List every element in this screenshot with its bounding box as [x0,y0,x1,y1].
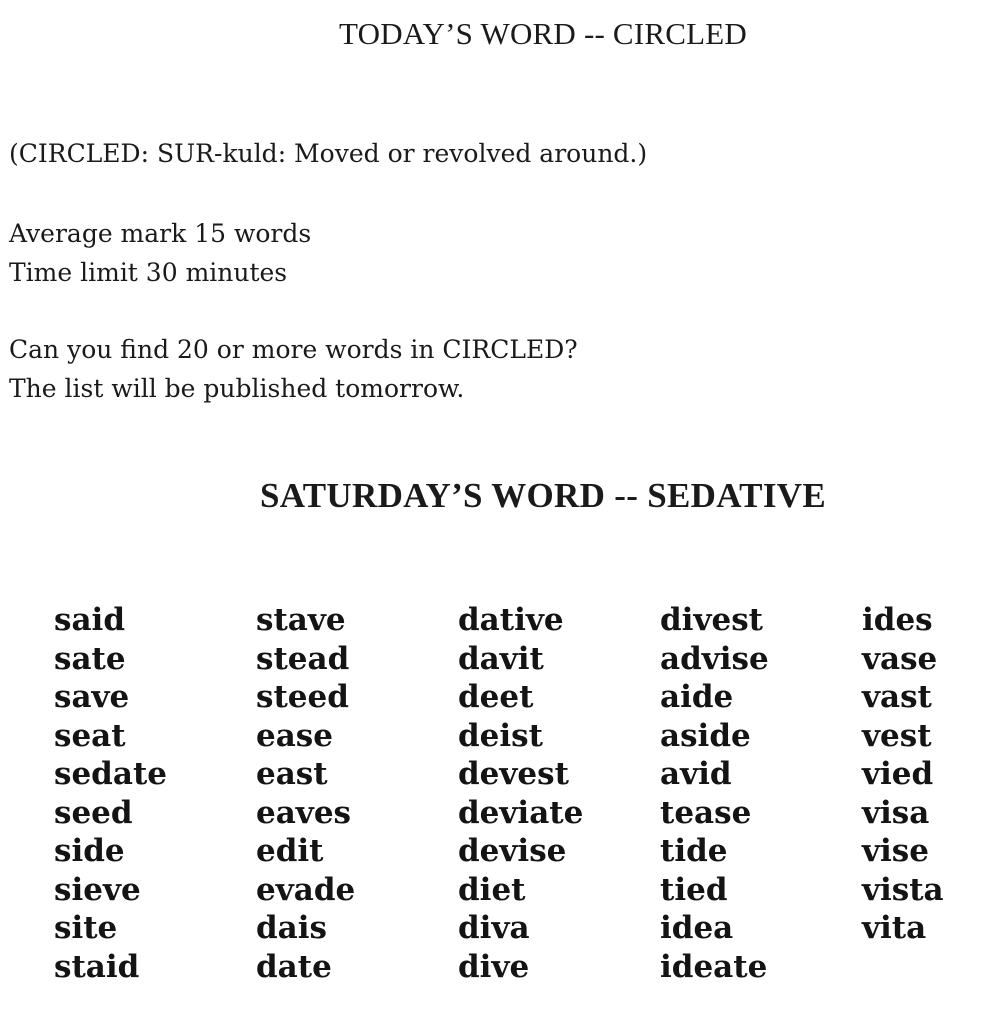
average-mark: Average mark 15 words [9,219,312,248]
challenge-question: Can you find 20 or more words in CIRCLED? [9,335,578,364]
puzzle-stats [9,215,311,292]
word-item: avid [660,756,732,792]
word-item: site [54,910,118,946]
puzzle-challenge [9,331,578,408]
word-item: aide [660,679,734,715]
saturday-word-list [54,601,984,1001]
word-item: stead [256,640,350,677]
word-item: steed [256,679,349,715]
todays-word-title: TODAY’S WORD -- CIRCLED [339,16,747,51]
word-item: vied [862,756,934,792]
word-item: save [54,679,130,715]
word-item: dative [458,602,564,638]
word-item: vest [862,717,932,754]
word-item: eaves [256,794,351,831]
word-item: advise [660,640,769,677]
word-column-5 [862,601,944,948]
word-item: ideate [660,948,768,985]
word-item: sate [54,640,126,677]
word-item: tide [660,833,728,869]
word-item: vita [862,910,927,946]
time-limit: Time limit 30 minutes [9,257,288,287]
word-item: ease [256,717,333,754]
word-item: vista [862,871,944,908]
word-item: vase [862,640,938,677]
word-item: tease [660,794,752,831]
word-item: deet [458,679,534,715]
word-item: visa [862,794,930,831]
word-item: ides [862,602,933,638]
word-item: diva [458,910,530,946]
word-item: vast [862,679,932,715]
word-item: staid [54,948,140,985]
word-item: deviate [458,794,584,831]
word-item: sedate [54,756,167,792]
word-item: tied [660,871,728,908]
word-item: side [54,833,125,869]
word-item: devise [458,833,567,869]
publish-note: The list will be published tomorrow. [9,373,465,403]
word-item: devest [458,756,569,792]
word-item: sieve [54,871,141,908]
word-definition [9,135,647,174]
saturdays-word-title: SATURDAY’S WORD -- SEDATIVE [260,476,826,515]
word-item: aside [660,717,751,754]
word-column-3 [458,601,583,986]
word-item: diet [458,871,526,908]
word-item: vise [862,833,929,869]
word-item: dive [458,948,530,985]
word-item: idea [660,910,734,946]
word-column-1 [54,601,167,986]
word-item: deist [458,717,543,754]
word-item: stave [256,602,346,638]
word-item: date [256,948,332,985]
word-item: east [256,756,328,792]
word-item: edit [256,833,324,869]
word-item: said [54,602,125,638]
word-item: dais [256,910,327,946]
word-item: seed [54,794,133,831]
word-item: evade [256,871,356,908]
word-item: seat [54,717,126,754]
word-column-2 [256,601,355,986]
definition-text: (CIRCLED: SUR-kuld: Moved or revolved around.) [9,139,648,168]
word-item: davit [458,640,544,677]
word-column-4 [660,601,769,986]
word-item: divest [660,602,763,638]
